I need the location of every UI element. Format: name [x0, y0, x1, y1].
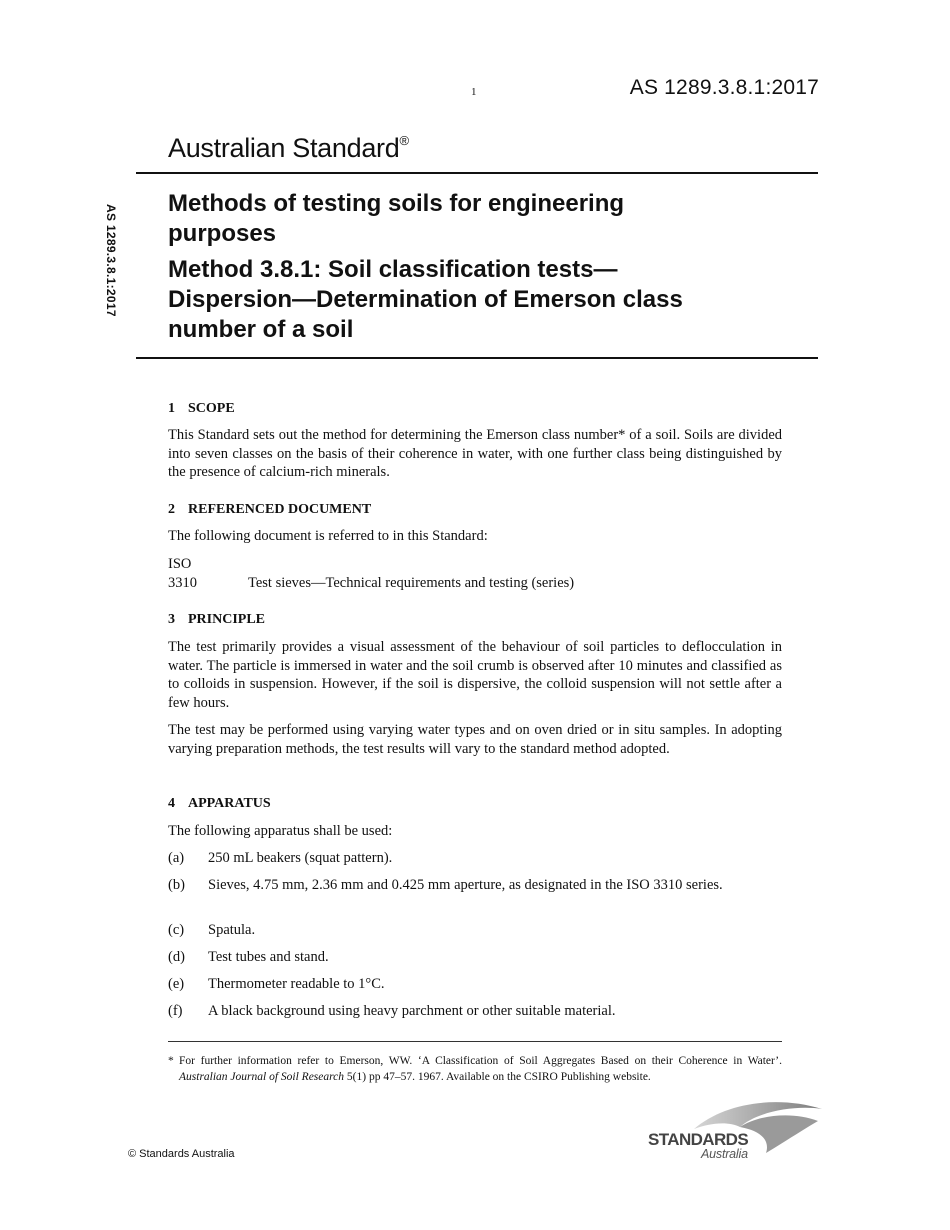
principle-paragraph: The test primarily provides a visual assessment of the behaviour of soil particles to deflocculation in water. The particle is immersed in water and the soil crumb is observed after 10 minutes and classified as to colloids in suspension. However, if the soil is dispersive, the colloid suspension will not settle after a few hours.	[168, 639, 782, 711]
list-item: (b) Sieves, 4.75 mm, 2.36 mm and 0.425 mm aperture, as designated in the ISO 3310 series.	[168, 877, 723, 893]
list-item: (f) A black background using heavy parchment or other suitable material.	[168, 1003, 616, 1019]
principle-paragraph: The test may be performed using varying water types and on oven dried or in situ samples. In adopting varying preparation methods, the test results will vary to the standard method adopted.	[168, 722, 782, 757]
brand-name: Australian Standard	[168, 133, 400, 163]
title-rule-top	[136, 172, 818, 174]
reference-title: Test sieves—Technical requirements and testing (series)	[248, 575, 575, 591]
reference-prefix: ISO	[168, 556, 192, 572]
standard-code: AS 1289.3.8.1:2017	[629, 76, 819, 99]
logo-subtext: Australia	[701, 1147, 748, 1161]
list-item: (c) Spatula.	[168, 922, 256, 938]
method-title-line: Dispersion—Determination of Emerson class	[168, 286, 683, 313]
logo-wing-icon	[740, 1115, 818, 1153]
list-item: (e) Thermometer readable to 1°C.	[168, 976, 385, 992]
reference-code: 3310	[168, 575, 197, 591]
section-heading-principle: 3 PRINCIPLE	[168, 612, 266, 627]
footnote-text: For further information refer to Emerson, WW. ‘A Classification of Soil Aggregates Based on their Coherence in Water’.	[179, 1055, 782, 1067]
footnote	[168, 1053, 782, 1085]
document-title	[168, 189, 788, 345]
list-item: (d) Test tubes and stand.	[168, 949, 329, 965]
footnote-rule	[168, 1041, 782, 1042]
document-type	[168, 133, 409, 164]
scope-paragraph: This Standard sets out the method for determining the Emerson class number* of a soil. Soils are divided into seven classes on the basis of their coherence in water, with one further class being distinguished by the presence of calcium-rich minerals.	[168, 427, 782, 480]
copyright-notice: © Standards Australia	[128, 1148, 235, 1160]
method-title-line: number of a soil	[168, 316, 354, 343]
side-standard-code: AS 1289.3.8.1:2017	[104, 204, 118, 317]
footnote-marker: *	[168, 1055, 174, 1067]
page-number: 1	[471, 86, 477, 98]
title-rule-bottom	[136, 357, 818, 359]
apparatus-intro: The following apparatus shall be used:	[168, 823, 393, 839]
title-line: Methods of testing soils for engineering	[168, 190, 625, 217]
title-line: purposes	[168, 220, 277, 247]
method-title-line: Method 3.8.1: Soil classification tests—	[168, 256, 618, 283]
reference-entry	[168, 574, 782, 593]
referenced-paragraph: The following document is referred to in this Standard:	[168, 528, 488, 544]
footnote-journal: Australian Journal of Soil Research	[179, 1071, 345, 1083]
section-heading-apparatus: 4 APPARATUS	[168, 796, 271, 811]
section-heading-scope: 1 SCOPE	[168, 401, 235, 416]
section-heading-referenced-document: 2 REFERENCED DOCUMENT	[168, 502, 372, 517]
footnote-text: 5(1) pp 47–57. 1967. Available on the CSIRO Publishing website.	[344, 1071, 651, 1083]
logo-wordmark: STANDARDS	[648, 1130, 749, 1149]
list-item: (a) 250 mL beakers (squat pattern).	[168, 850, 393, 866]
registered-mark: ®	[399, 133, 409, 148]
